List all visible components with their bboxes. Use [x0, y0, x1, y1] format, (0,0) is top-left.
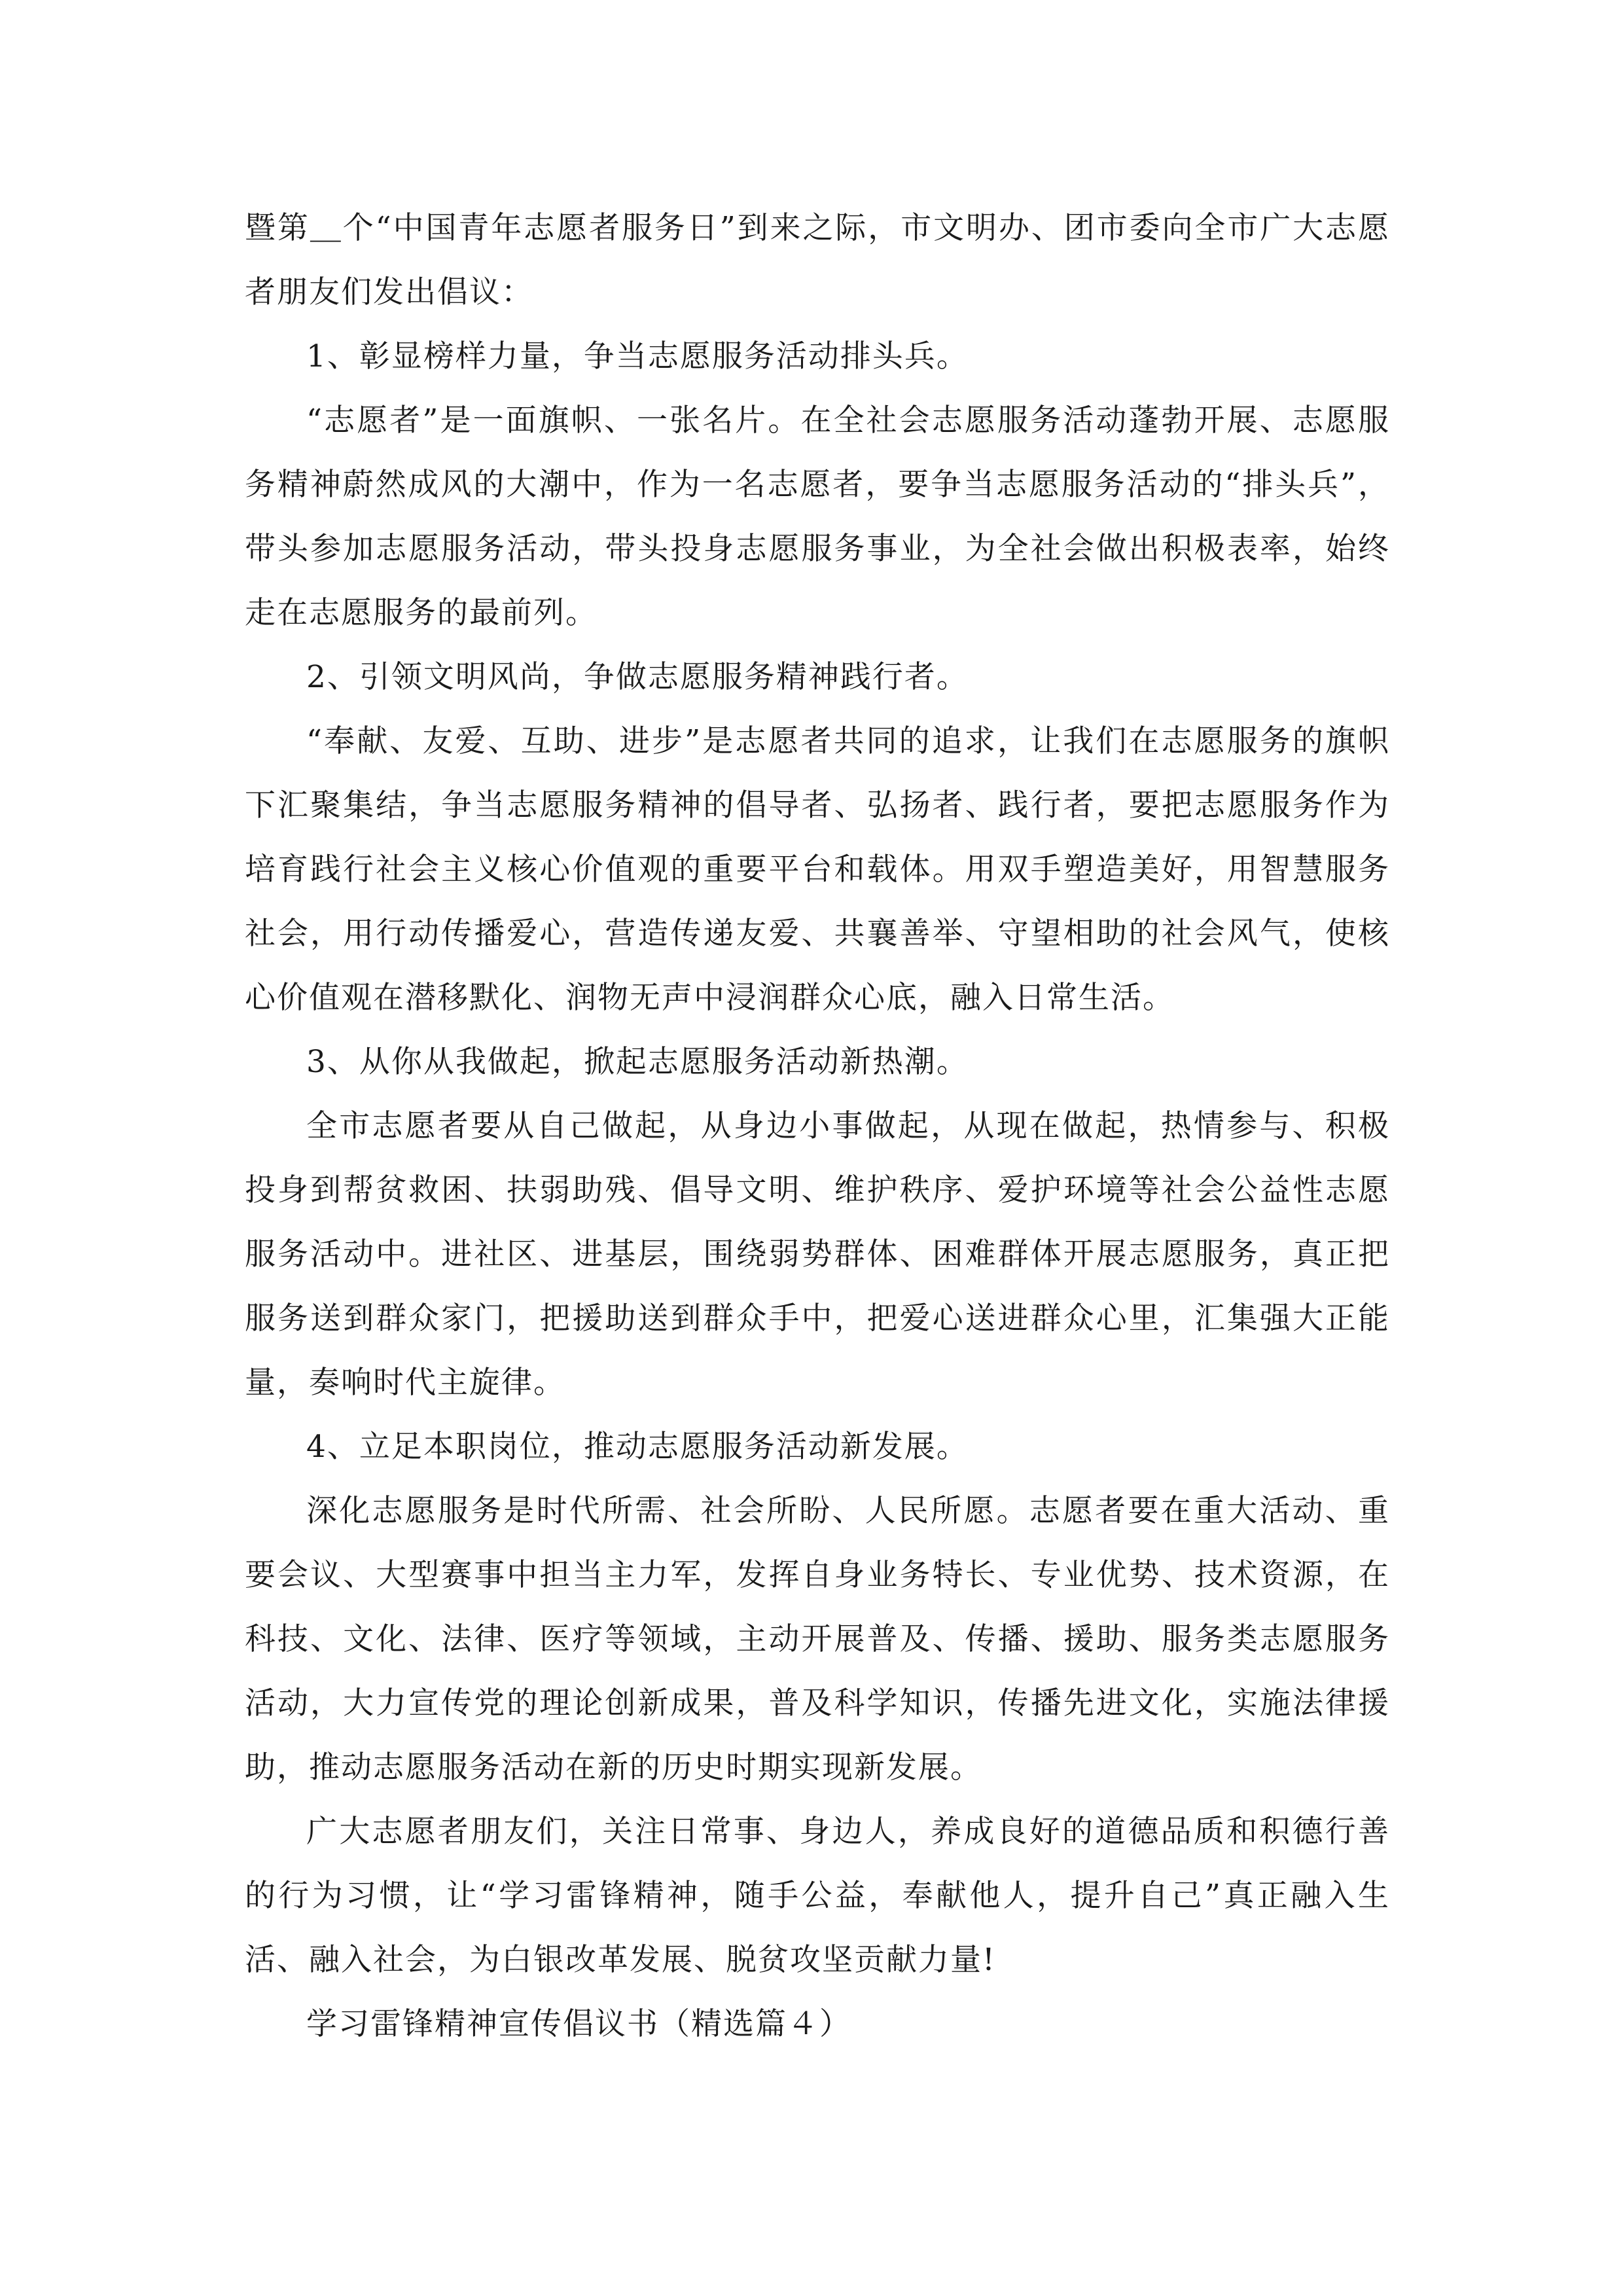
proposal-body-1: “志愿者”是一面旗帜、一张名片。在全社会志愿服务活动蓬勃开展、志愿服务精神蔚然成风的大潮中，作为一名志愿者，要争当志愿服务活动的“排头兵”，带头参加志愿服务活动，带头投身志愿服务事业，为全社会做出积极表率，始终走在志愿服务的最前列。	[245, 403, 1390, 631]
document-body	[245, 196, 1390, 2056]
proposal-body-4: 深化志愿服务是时代所需、社会所盼、人民所愿。志愿者要在重大活动、重要会议、大型赛事中担当主力军，发挥自身业务特长、专业优势、技术资源，在科技、文化、法律、医疗等领域，主动开展普及、传播、援助、服务类志愿服务活动，大力宣传党的理论创新成果，普及科学知识，传播先进文化，实施法律援助，推动志愿服务活动在新的历史时期实现新发展。	[245, 1493, 1390, 1785]
intro-paragraph: 暨第＿个“中国青年志愿者服务日”到来之际，市文明办、团市委向全市广大志愿者朋友们发出倡议：	[245, 210, 1390, 310]
proposal-heading-1: 1、彰显榜样力量，争当志愿服务活动排头兵。	[306, 338, 969, 374]
proposal-body-2: “奉献、友爱、互助、进步”是志愿者共同的追求，让我们在志愿服务的旗帜下汇聚集结，争当志愿服务精神的倡导者、弘扬者、践行者，要把志愿服务作为培育践行社会主义核心价值观的重要平台和载体。用双手塑造美好，用智慧服务社会，用行动传播爱心，营造传递友爱、共襄善举、守望相助的社会风气，使核心价值观在潜移默化、润物无声中浸润群众心底，融入日常生活。	[245, 723, 1390, 1016]
closing-paragraph: 广大志愿者朋友们，关注日常事、身边人，养成良好的道德品质和积德行善的行为习惯，让“学习雷锋精神，随手公益，奉献他人，提升自己”真正融入生活、融入社会，为白银改革发展、脱贫攻坚贡献力量!	[245, 1814, 1390, 1978]
proposal-body-3: 全市志愿者要从自己做起，从身边小事做起，从现在做起，热情参与、积极投身到帮贫救困、扶弱助残、倡导文明、维护秩序、爱护环境等社会公益性志愿服务活动中。进社区、进基层，围绕弱势群体、困难群体开展志愿服务，真正把服务送到群众家门，把援助送到群众手中，把爱心送进群众心里，汇集强大正能量，奏响时代主旋律。	[245, 1108, 1390, 1401]
proposal-heading-2: 2、引领文明风尚，争做志愿服务精神践行者。	[306, 659, 969, 695]
next-section-title: 学习雷锋精神宣传倡议书（精选篇４）	[306, 2006, 851, 2042]
proposal-heading-4: 4、立足本职岗位，推动志愿服务活动新发展。	[306, 1429, 969, 1465]
proposal-heading-3: 3、从你从我做起，掀起志愿服务活动新热潮。	[306, 1044, 969, 1080]
